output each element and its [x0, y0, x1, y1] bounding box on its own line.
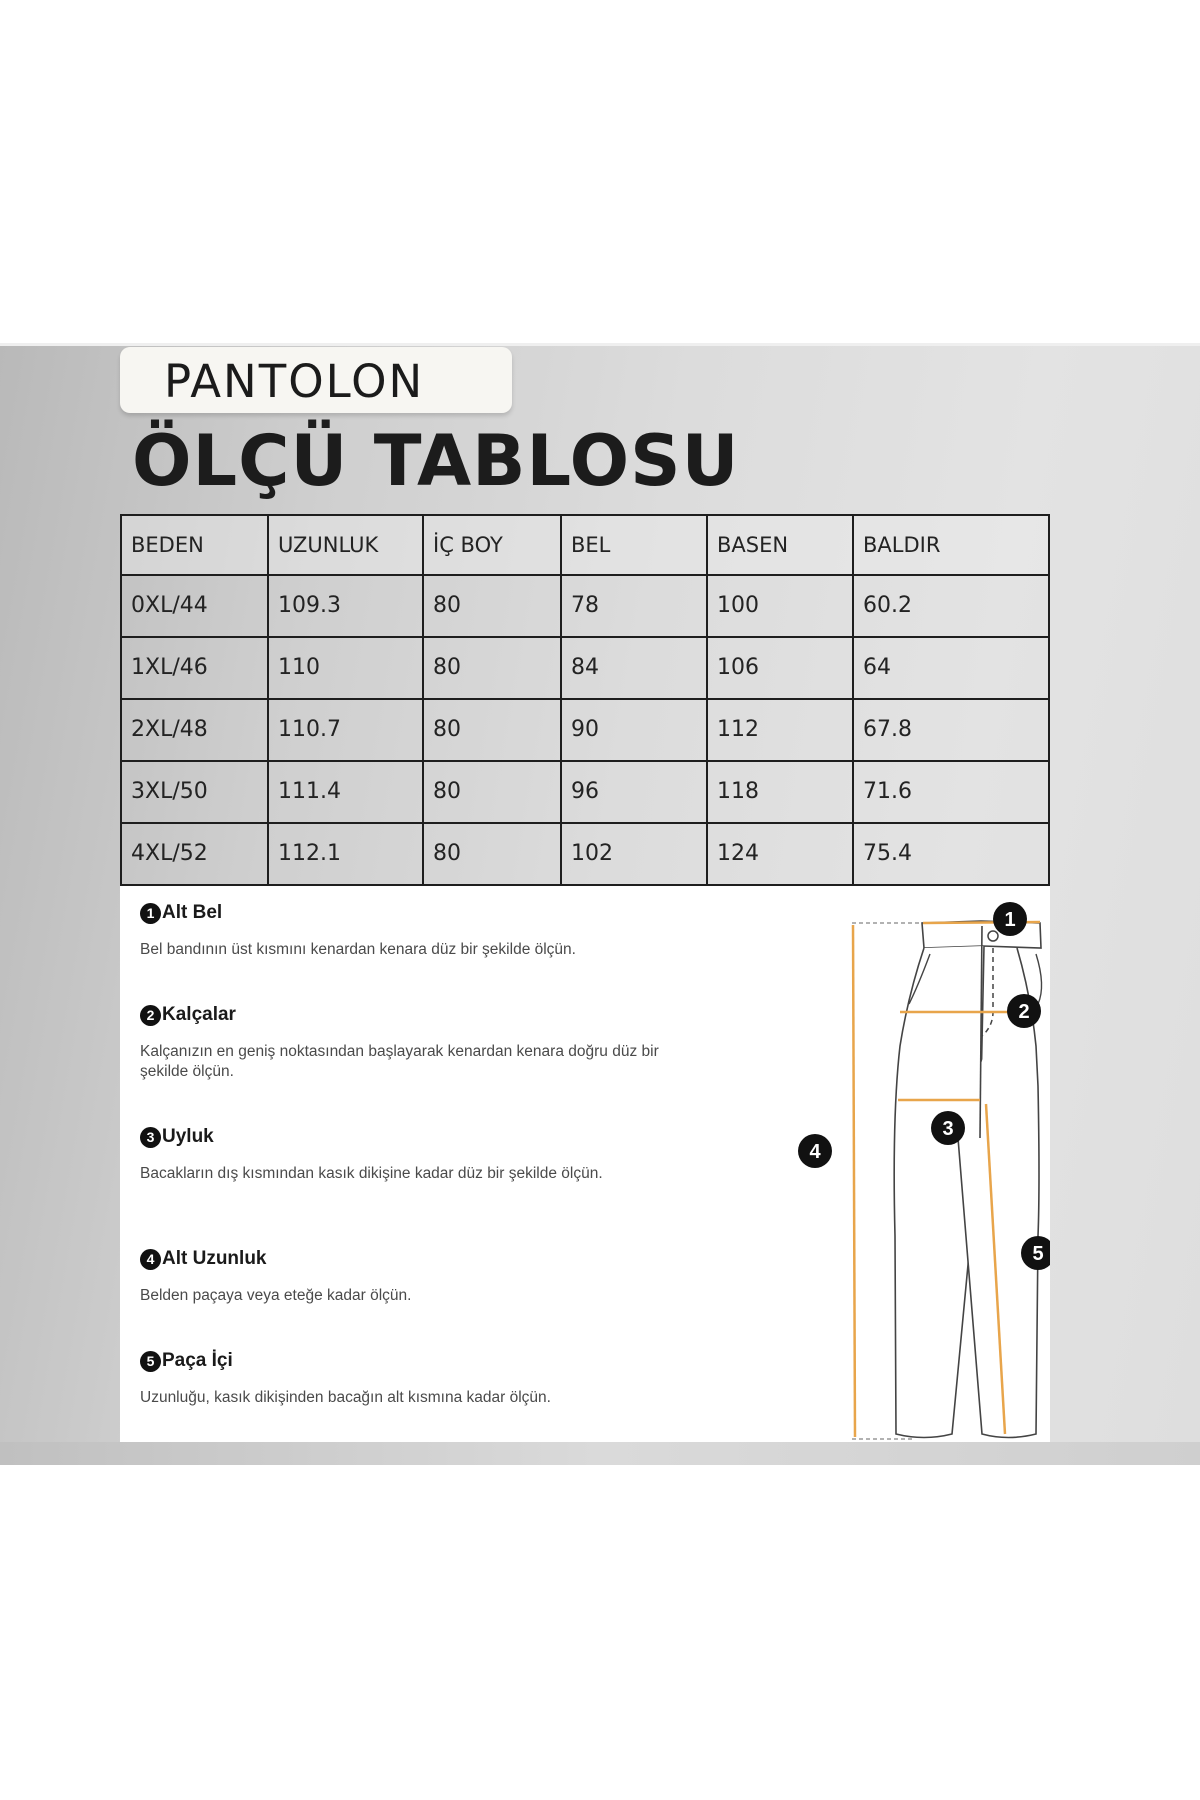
cell-ic-boy: 80: [423, 699, 561, 761]
svg-text:3: 3: [942, 1118, 954, 1140]
cell-basen: 112: [707, 699, 853, 761]
category-pill: [120, 347, 512, 413]
table-row: [121, 575, 1049, 637]
guide-item-text: Bacakların dış kısmından kasık dikişine kadar düz bir şekilde ölçün.: [140, 1165, 603, 1182]
cell-ic-boy: 80: [423, 637, 561, 699]
cell-ic-boy: 80: [423, 823, 561, 885]
number-1-icon: 1: [140, 903, 161, 924]
size-table: [120, 514, 1050, 886]
cell-uzunluk: 109.3: [268, 575, 423, 637]
svg-text:4: 4: [809, 1141, 821, 1163]
guide-item-kalcalar: [140, 1004, 700, 1082]
number-3-icon: 3: [140, 1127, 161, 1148]
guide-item-title: Kalçalar: [162, 1004, 236, 1025]
cell-baldir: 71.6: [853, 761, 1049, 823]
cell-uzunluk: 110: [268, 637, 423, 699]
number-4-icon: 4: [140, 1249, 161, 1270]
cell-uzunluk: 112.1: [268, 823, 423, 885]
cell-basen: 106: [707, 637, 853, 699]
cell-baldir: 60.2: [853, 575, 1049, 637]
column-header-baldir: BALDIR: [853, 515, 1049, 575]
svg-text:2: 2: [1018, 1001, 1030, 1023]
guide-item-text: Kalçanızın en geniş noktasından başlayarak kenardan kenara doğru düz bir şekilde ölçün.: [140, 1043, 659, 1080]
page-title: ÖLÇÜ TABLOSU: [132, 420, 740, 502]
trousers-diagram-icon: [660, 886, 1050, 1442]
column-header-beden: BEDEN: [121, 515, 268, 575]
guide-item-paca-ici: [140, 1350, 700, 1408]
cell-uzunluk: 111.4: [268, 761, 423, 823]
cell-baldir: 67.8: [853, 699, 1049, 761]
svg-text:5: 5: [1032, 1243, 1044, 1265]
cell-beden: 4XL/52: [121, 823, 268, 885]
guide-item-alt-uzunluk: [140, 1248, 700, 1306]
cell-basen: 118: [707, 761, 853, 823]
svg-text:1: 1: [1004, 909, 1016, 931]
number-5-icon: 5: [140, 1351, 161, 1372]
category-label: PANTOLON: [164, 355, 425, 408]
cell-bel: 84: [561, 637, 707, 699]
cell-uzunluk: 110.7: [268, 699, 423, 761]
cell-bel: 78: [561, 575, 707, 637]
marker-3-icon: [931, 1111, 965, 1145]
column-header-uzunluk: UZUNLUK: [268, 515, 423, 575]
table-row: [121, 761, 1049, 823]
table-header-row: [121, 515, 1049, 575]
cell-ic-boy: 80: [423, 761, 561, 823]
cell-baldir: 75.4: [853, 823, 1049, 885]
cell-bel: 90: [561, 699, 707, 761]
cell-beden: 1XL/46: [121, 637, 268, 699]
cell-bel: 102: [561, 823, 707, 885]
panel-footer-strip: [0, 1442, 1200, 1465]
guide-item-title: Uyluk: [162, 1126, 214, 1147]
number-2-icon: 2: [140, 1005, 161, 1026]
guide-item-alt-bel: [140, 902, 700, 960]
cell-beden: 0XL/44: [121, 575, 268, 637]
column-header-basen: BASEN: [707, 515, 853, 575]
guide-item-text: Bel bandının üst kısmını kenardan kenara düz bir şekilde ölçün.: [140, 941, 576, 958]
table-row: [121, 823, 1049, 885]
column-header-ic-boy: İÇ BOY: [423, 515, 561, 575]
cell-basen: 100: [707, 575, 853, 637]
cell-baldir: 64: [853, 637, 1049, 699]
marker-4-icon: [798, 1134, 832, 1168]
guide-item-text: Belden paçaya veya eteğe kadar ölçün.: [140, 1287, 412, 1304]
cell-ic-boy: 80: [423, 575, 561, 637]
guide-item-text: Uzunluğu, kasık dikişinden bacağın alt kısmına kadar ölçün.: [140, 1389, 551, 1406]
table-row: [121, 699, 1049, 761]
measurement-guide: [120, 886, 1050, 1442]
table-row: [121, 637, 1049, 699]
cell-beden: 2XL/48: [121, 699, 268, 761]
guide-item-uyluk: [140, 1126, 700, 1184]
guide-item-title: Paça İçi: [162, 1350, 233, 1371]
marker-1-icon: [993, 902, 1027, 936]
cell-beden: 3XL/50: [121, 761, 268, 823]
cell-basen: 124: [707, 823, 853, 885]
marker-2-icon: [1007, 994, 1041, 1028]
guide-item-title: Alt Bel: [162, 902, 223, 923]
column-header-bel: BEL: [561, 515, 707, 575]
guide-item-title: Alt Uzunluk: [162, 1248, 267, 1269]
cell-bel: 96: [561, 761, 707, 823]
